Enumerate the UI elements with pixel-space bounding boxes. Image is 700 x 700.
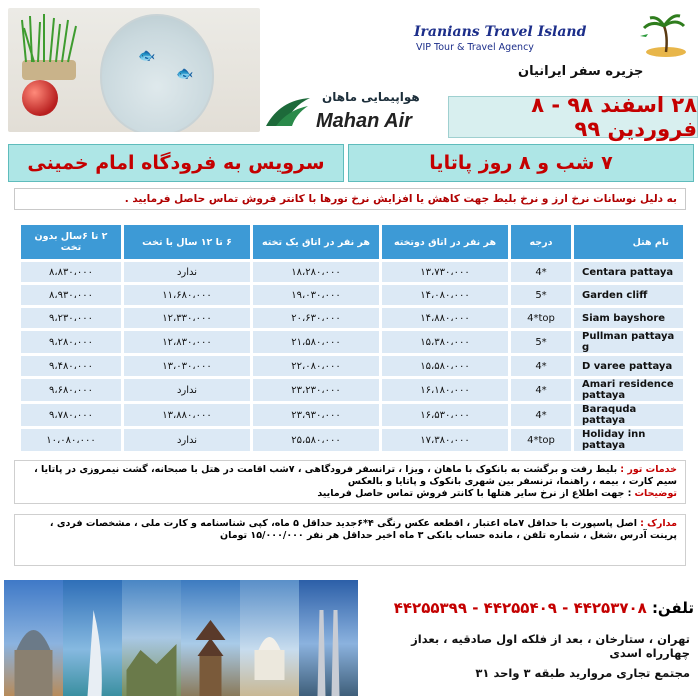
cell-child-nobed: ۱۰،۰۸۰،۰۰۰ (21, 429, 121, 451)
header-single: هر نفر در اتاق یک تخته (253, 225, 379, 259)
cell-single: ۲۱،۵۸۰،۰۰۰ (253, 331, 379, 353)
cell-grade: 4* (511, 262, 571, 282)
header-child-nobed: ۲ تا ۶سال بدون تخت (21, 225, 121, 259)
phone-label: تلفن: (651, 599, 694, 617)
great-wall-icon (122, 580, 181, 696)
notes-text: : جهت اطلاع از نرخ سایر هتلها با کانتر فروش تماس حاصل فرمایید (317, 488, 632, 499)
cell-hotel: Holiday inn pattaya (574, 429, 683, 451)
agency-logo (410, 8, 692, 88)
services-paragraph (23, 464, 677, 488)
cell-grade: 4*top (511, 429, 571, 451)
table-row (21, 308, 683, 328)
cell-grade: 4* (511, 356, 571, 376)
cell-hotel: Pullman pattaya g (574, 331, 683, 353)
cell-single: ۲۳،۹۳۰،۰۰۰ (253, 404, 379, 426)
table-row (21, 429, 683, 451)
airline-logo (262, 90, 442, 138)
address-block (364, 632, 690, 686)
header-child-bed: ۶ تا ۱۲ سال با تخت (124, 225, 250, 259)
header-double: هر نفر در اتاق دوتخته (382, 225, 508, 259)
cell-grade: 5* (511, 331, 571, 353)
cell-hotel: Amari residence pattaya (574, 379, 683, 401)
taj-mahal-icon (240, 580, 299, 696)
cell-child-nobed: ۹،۴۸۰،۰۰۰ (21, 356, 121, 376)
mahan-air-logo-icon (262, 96, 314, 130)
notes-paragraph (23, 488, 677, 500)
cell-double: ۱۴،۰۸۰،۰۰۰ (382, 285, 508, 305)
dome-icon (4, 580, 63, 696)
cell-child-bed: ندارد (124, 379, 250, 401)
price-notice-text: به دلیل نوسانات نرخ ارز و نرخ بلیط جهت کاهش یا افزایش نرخ تورها با کانتر فروش تماس حاصل فرمایید . (124, 193, 677, 205)
cell-hotel: Baraquda pattaya (574, 404, 683, 426)
taj-photo (240, 580, 299, 696)
cell-single: ۱۸،۲۸۰،۰۰۰ (253, 262, 379, 282)
cell-hotel: D varee pattaya (574, 356, 683, 376)
phone-line (364, 598, 694, 624)
cell-child-bed: ۱۳،۸۸۰،۰۰۰ (124, 404, 250, 426)
cell-hotel: Garden cliff (574, 285, 683, 305)
airline-name-en: Mahan Air (316, 110, 412, 132)
cell-double: ۱۵،۳۸۰،۰۰۰ (382, 331, 508, 353)
cell-single: ۲۵،۵۸۰،۰۰۰ (253, 429, 379, 451)
cell-child-bed: ۱۲،۳۳۰،۰۰۰ (124, 308, 250, 328)
date-banner (448, 93, 698, 141)
cell-child-bed: ندارد (124, 429, 250, 451)
towers-photo (299, 580, 358, 696)
address-line-1: تهران ، ستارخان ، بعد از فلکه اول صادقیه ، بعداز چهارراه اسدی (411, 632, 690, 660)
sabzeh-icon (14, 14, 84, 84)
cell-child-nobed: ۸،۸۳۰،۰۰۰ (21, 262, 121, 282)
cell-child-nobed: ۹،۲۸۰،۰۰۰ (21, 331, 121, 353)
tour-title-banner (348, 144, 694, 182)
goldfish-icon: 🐟 (176, 66, 194, 82)
fishbowl-icon (100, 14, 214, 132)
cell-child-nobed: ۸،۹۳۰،۰۰۰ (21, 285, 121, 305)
palm-island-icon (636, 14, 688, 58)
services-box (14, 460, 686, 504)
tour-title: ۷ شب و ۸ روز پاتایا (429, 152, 613, 174)
table-row (21, 331, 683, 353)
airline-name-fa: هواپیمایی ماهان (322, 90, 420, 104)
cell-double: ۱۶،۵۳۰،۰۰۰ (382, 404, 508, 426)
twin-towers-icon (299, 580, 358, 696)
phone-numbers[interactable]: ۴۴۲۵۳۷۰۸ - ۴۴۲۵۵۴۰۹ - ۴۴۲۵۵۳۹۹ (393, 599, 647, 617)
destination-photos (4, 580, 358, 696)
cell-single: ۲۲،۰۸۰،۰۰۰ (253, 356, 379, 376)
cell-child-bed: ۱۲،۸۳۰،۰۰۰ (124, 331, 250, 353)
table-row (21, 379, 683, 401)
cell-hotel: Siam bayshore (574, 308, 683, 328)
cell-single: ۲۳،۲۳۰،۰۰۰ (253, 379, 379, 401)
table-header-row (21, 225, 683, 259)
notes-label: توضیحات (634, 488, 677, 499)
wall-photo (122, 580, 181, 696)
sea-photo (63, 580, 122, 696)
price-table-grid (18, 222, 686, 454)
cell-single: ۱۹،۰۳۰،۰۰۰ (253, 285, 379, 305)
agency-tagline: VIP Tour & Travel Agency (416, 42, 534, 53)
cell-child-bed: ندارد (124, 262, 250, 282)
cell-grade: 4*top (511, 308, 571, 328)
price-table (18, 222, 686, 454)
service-title: سرویس به فرودگاه امام خمینی (27, 152, 325, 174)
agency-name-fa: جزیره سفر ایرانیان (518, 64, 644, 79)
cell-double: ۱۷،۳۸۰،۰۰۰ (382, 429, 508, 451)
cell-child-nobed: ۹،۷۸۰،۰۰۰ (21, 404, 121, 426)
date-range: ۲۸ اسفند ۹۸ - ۸ فروردین ۹۹ (531, 93, 697, 141)
cell-grade: 4* (511, 379, 571, 401)
cell-child-bed: ۱۳،۰۳۰،۰۰۰ (124, 356, 250, 376)
table-row (21, 356, 683, 376)
price-notice (14, 188, 686, 210)
table-row (21, 262, 683, 282)
hero-image (8, 8, 260, 132)
documents-paragraph (23, 518, 677, 542)
cell-double: ۱۶،۱۸۰،۰۰۰ (382, 379, 508, 401)
pagoda-icon (181, 580, 240, 696)
address-line-2: مجتمع تجاری مروارید طبقه ۳ واحد ۳۱ (475, 666, 690, 680)
table-body (21, 262, 683, 451)
cell-child-nobed: ۹،۲۳۰،۰۰۰ (21, 308, 121, 328)
sail-tower-icon (63, 580, 122, 696)
goldfish-icon: 🐟 (138, 48, 156, 64)
services-text: بلیط رفت و برگشت به بانکوک با ماهان ، ویزا ، ترانسفر فرودگاهی ، ۷شب اقامت در هتل با صبحانه، گشت نیمروزی در پاتایا ، سیم کارت ، بیمه ، راهنما، ترنسفر بین شهری بانکوک و پاتایا و بالعکس (34, 464, 677, 487)
table-row (21, 285, 683, 305)
documents-box (14, 514, 686, 566)
services-label: خدمات تور : (620, 464, 677, 475)
agency-name-en: Iranians Travel Island (414, 24, 587, 40)
pagoda-photo (181, 580, 240, 696)
cell-hotel: Centara pattaya (574, 262, 683, 282)
cell-double: ۱۴،۸۸۰،۰۰۰ (382, 308, 508, 328)
cell-child-nobed: ۹،۶۸۰،۰۰۰ (21, 379, 121, 401)
table-row (21, 404, 683, 426)
cell-grade: 5* (511, 285, 571, 305)
documents-label: مدارک : (640, 518, 677, 529)
header-hotel: نام هتل (574, 225, 683, 259)
apple-icon (22, 80, 58, 116)
cell-single: ۲۰،۶۳۰،۰۰۰ (253, 308, 379, 328)
header-grade: درجه (511, 225, 571, 259)
documents-text: اصل پاسپورت با حداقل ۷ماه اعتبار ، اقطعه عکس رنگی ۴*۶جدید حداقل ۵ ماه، کپی شناسنامه و کارت ملی ، مشخصات فردی ، پرینت آدرس ،شغل ، شماره تلفن ، مانده حساب بانکی ۳ ماه اخیر حداقل هر نفر ۱۵/۰۰۰/۰۰۰ تومان (49, 518, 677, 541)
cell-grade: 4* (511, 404, 571, 426)
service-banner (8, 144, 344, 182)
mosque-photo (4, 580, 63, 696)
cell-child-bed: ۱۱،۶۸۰،۰۰۰ (124, 285, 250, 305)
cell-double: ۱۳،۷۳۰،۰۰۰ (382, 262, 508, 282)
cell-double: ۱۵،۵۸۰،۰۰۰ (382, 356, 508, 376)
